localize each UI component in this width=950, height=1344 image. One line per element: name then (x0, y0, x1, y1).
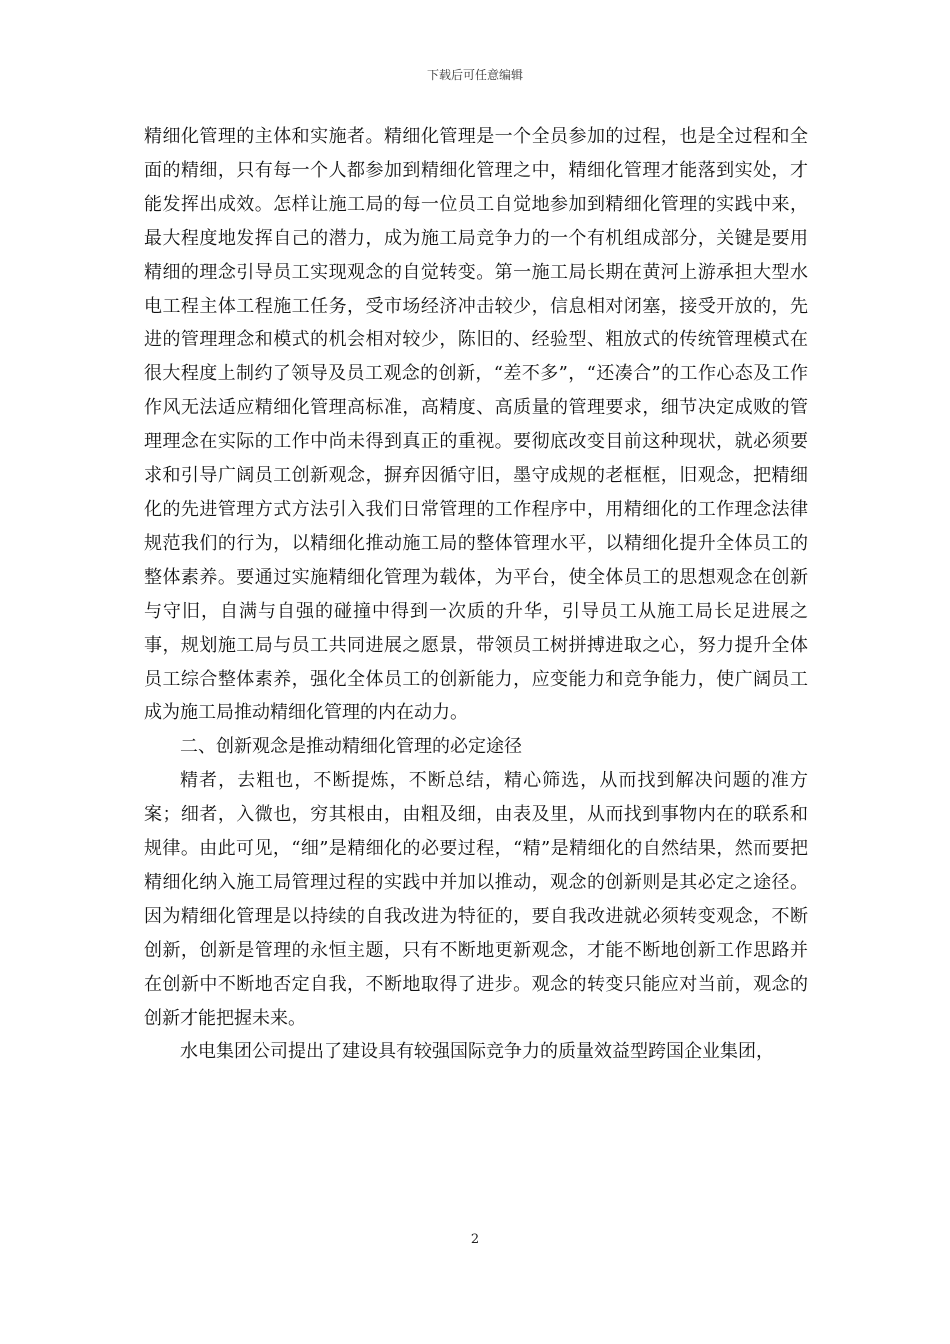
paragraph-3: 水电集团公司提出了建设具有较强国际竞争力的质量效益型跨国企业集团， (180, 1041, 774, 1063)
page-number: 2 (470, 1232, 480, 1247)
section-heading: 二、创新观念是推动精细化管理的必定途径 (180, 736, 522, 758)
paragraph-2: 精者，去粗也，不断提炼，不断总结，精心筛选，从而找到解决问题的准方案；细者，入微也，穷其根由，由粗及细，由表及里，从而找到事物内在的联系和规律。由此可见，“细”是精细化的必要过程，“精”是精细化的自然结果，然而要把精细化纳入施工局管理过程的实践中并加以推动，观念的创新则是其必定之途径。因为精细化管理是以持续的自我改进为特征的，要自我改进就必须转变观念，不断创新，创新是管理的永恒主题，只有不断地更新观念，才能不断地创新工作思路并在创新中不断地否定自我，不断地取得了进步。观念的转变只能应对当前，观念的创新才能把握未来。 (144, 770, 808, 1029)
paragraph-1: 精细化管理的主体和实施者。精细化管理是一个全员参加的过程，也是全过程和全面的精细，只有每一个人都参加到精细化管理之中，精细化管理才能落到实处，才能发挥出成效。怎样让施工局的每一位员工自觉地参加到精细化管理的实践中来，最大程度地发挥自己的潜力，成为施工局竞争力的一个有机组成部分，关键是要用精细的理念引导员工实现观念的自觉转变。第一施工局长期在黄河上游承担大型水电工程主体工程施工任务，受市场经济冲击较少，信息相对闭塞，接受开放的，先进的管理理念和模式的机会相对较少，陈旧的、经验型、粗放式的传统管理模式在很大程度上制约了领导及员工观念的创新，“差不多”，“还凑合”的工作心态及工作作风无法适应精细化管理高标准，高精度、高质量的管理要求，细节决定成败的管理理念在实际的工作中尚未得到真正的重视。要彻底改变目前这种现状，就必须要求和引导广阔员工创新观念，摒弃因循守旧，墨守成规的老框框，旧观念，把精细化的先进管理方式方法引入我们日常管理的工作程序中，用精细化的工作理念法律规范我们的行为，以精细化推动施工局的整体管理水平，以精细化提升全体员工的整体素养。要通过实施精细化管理为载体，为平台，使全体员工的思想观念在创新与守旧，自满与自强的碰撞中得到一次质的升华，引导员工从施工局长足进展之事，规划施工局与员工共同进展之愿景，带领员工树拼搏进取之心，努力提升全体员工综合整体素养，强化全体员工的创新能力，应变能力和竞争能力，使广阔员工成为施工局推动精细化管理的内在动力。 (144, 126, 808, 724)
document-body (144, 120, 808, 1069)
page-header: 下载后可任意编辑 (426, 68, 523, 82)
